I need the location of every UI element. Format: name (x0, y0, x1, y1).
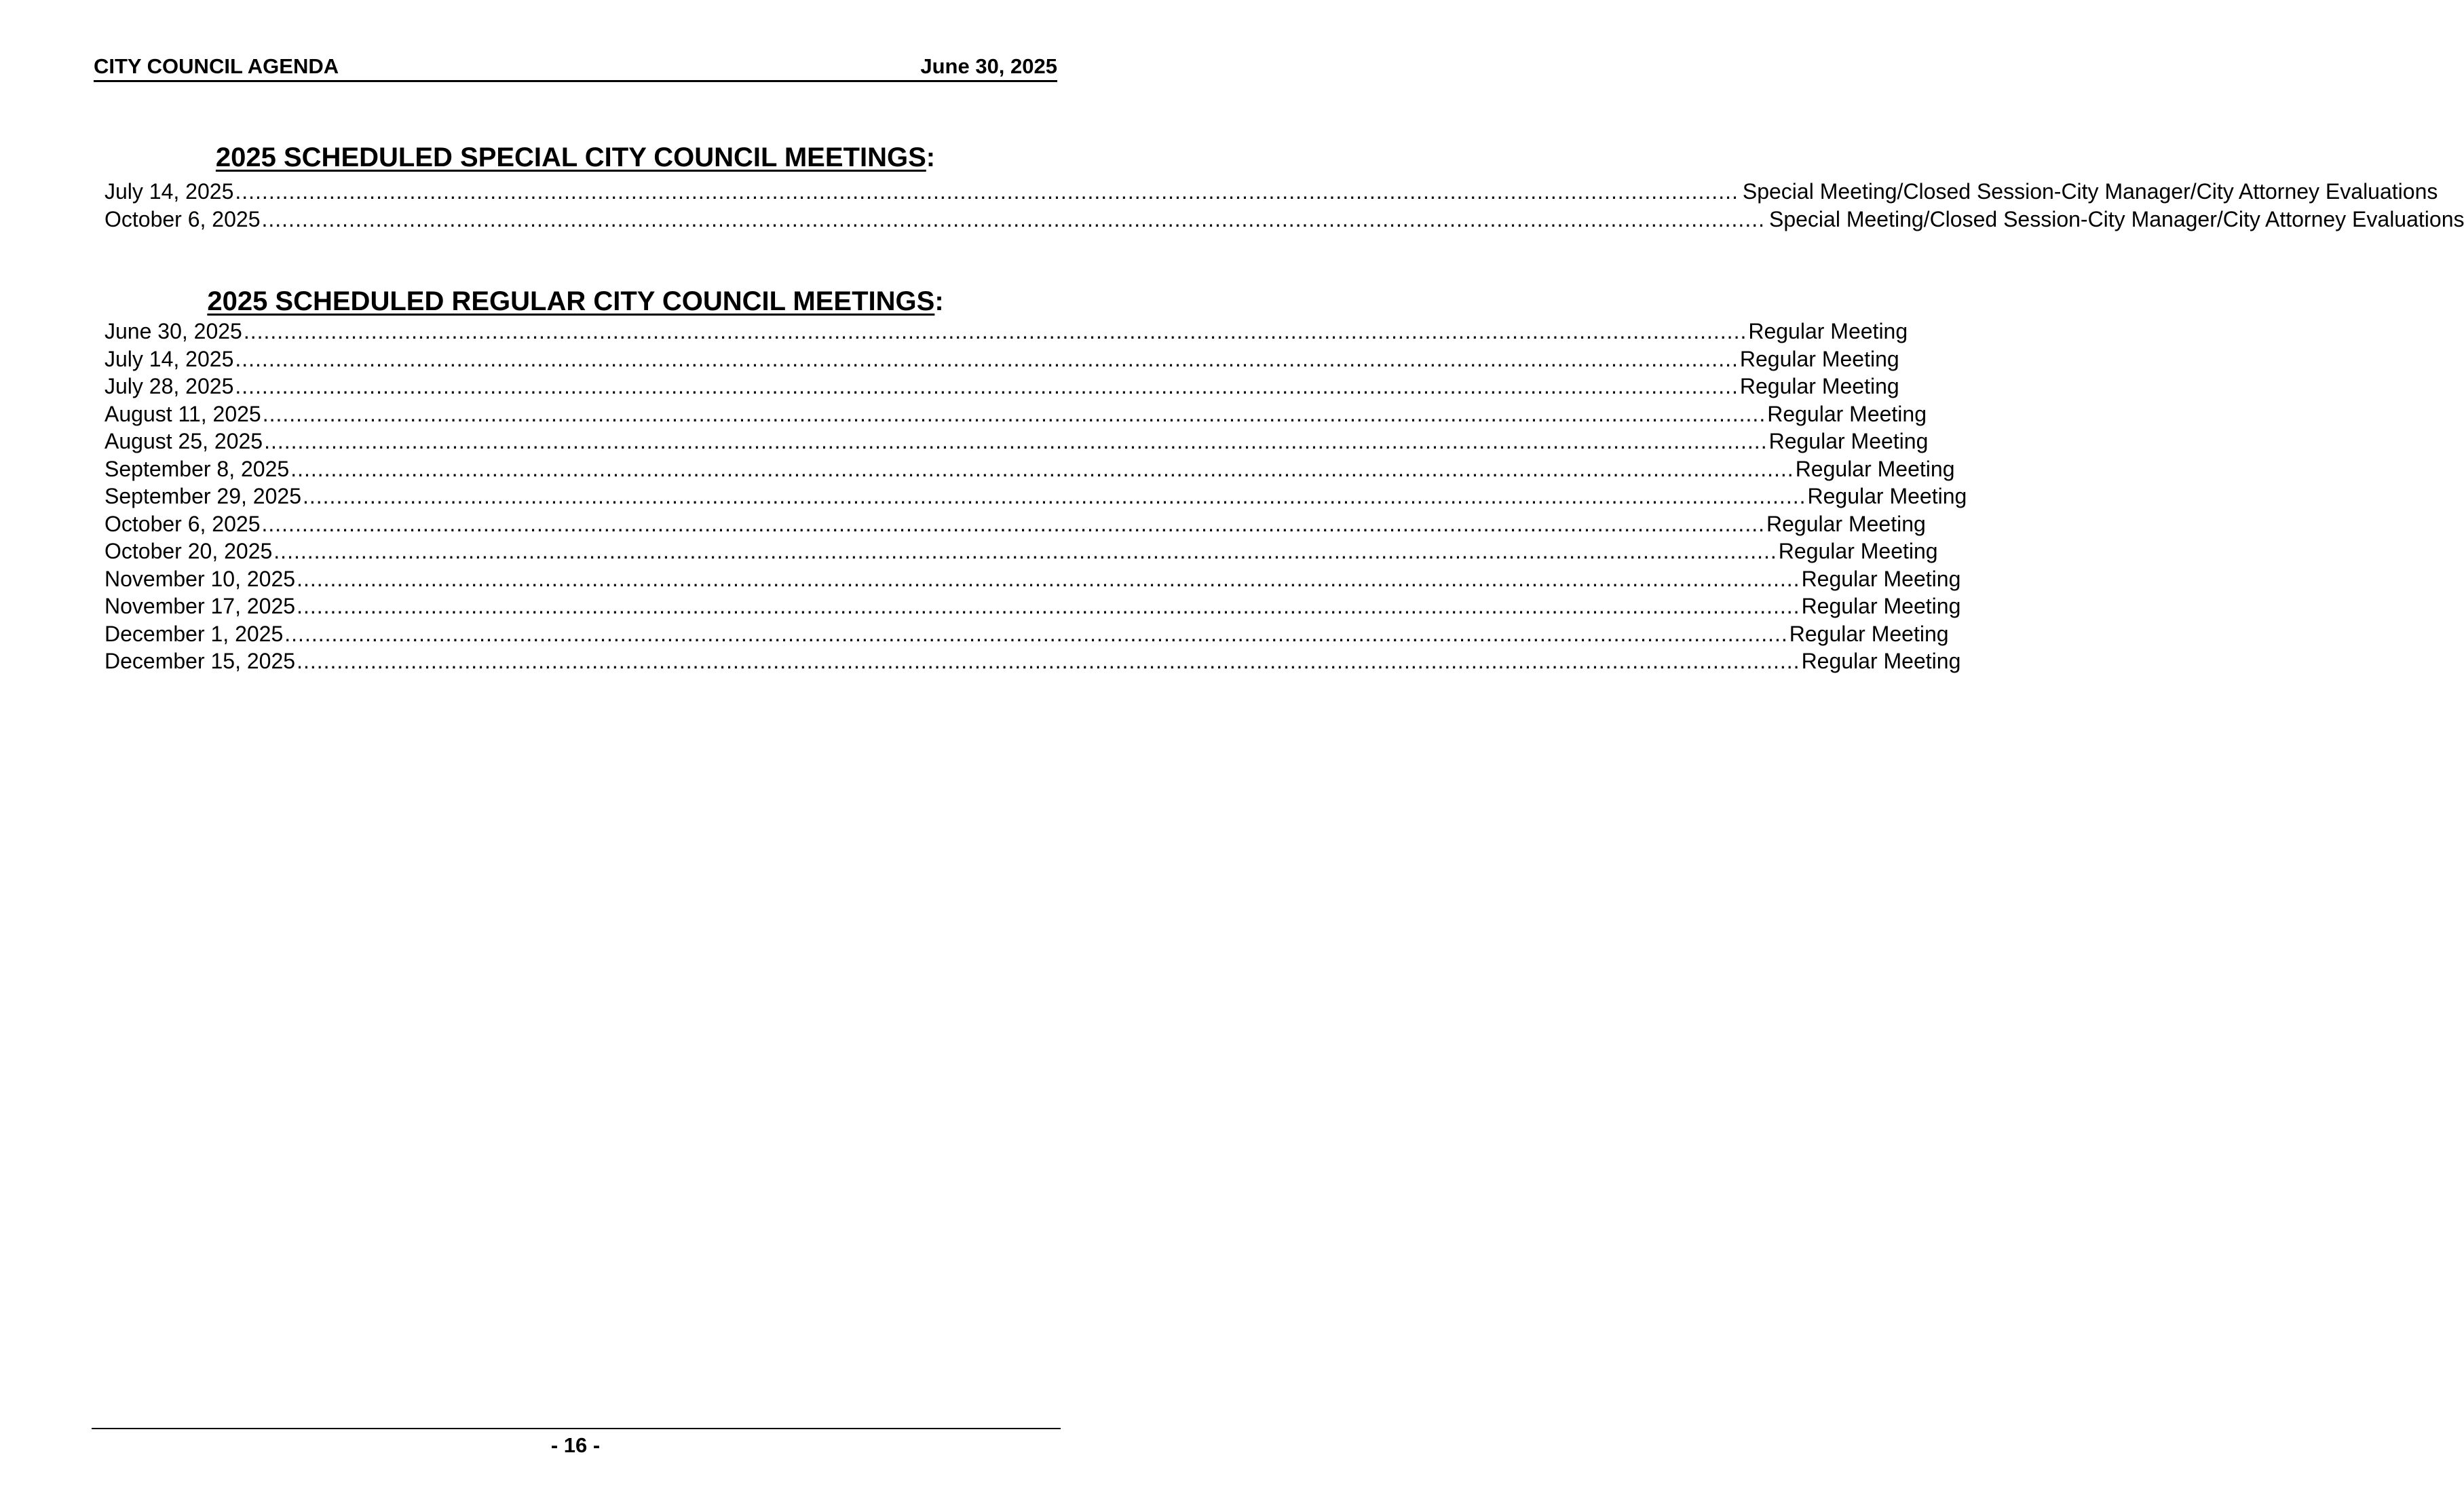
special-meetings-list (105, 178, 2464, 233)
meeting-description: Regular Meeting (1795, 456, 1955, 481)
dot-leader: ................................................................................................................................................................................................................................ (297, 566, 1800, 591)
regular-meeting-row (105, 565, 1961, 593)
meeting-date: December 1, 2025 (105, 621, 284, 646)
dot-leader: ................................................................................................................................................................................................................................ (302, 484, 1806, 508)
dot-leader: ................................................................................................................................................................................................................................ (284, 621, 1788, 646)
meeting-date: August 11, 2025 (105, 401, 261, 426)
footer-rule (92, 1428, 1061, 1429)
special-meeting-row (105, 178, 2438, 206)
regular-meeting-row (105, 455, 1955, 483)
meeting-date: July 28, 2025 (105, 374, 234, 398)
dot-leader: ................................................................................................................................................................................................................................ (262, 401, 1766, 426)
meeting-date: October 6, 2025 (105, 207, 261, 231)
regular-meeting-row (105, 592, 1961, 620)
regular-meeting-row (105, 537, 1938, 565)
dot-leader: ................................................................................................................................................................................................................................ (261, 511, 1765, 536)
meeting-date: September 8, 2025 (105, 456, 290, 481)
meeting-date: October 6, 2025 (105, 511, 261, 536)
regular-meetings-heading-text: 2025 SCHEDULED REGULAR CITY COUNCIL MEETINGS (207, 286, 935, 316)
special-meetings-heading-text: 2025 SCHEDULED SPECIAL CITY COUNCIL MEETINGS (215, 143, 926, 172)
regular-meeting-row (105, 373, 1899, 400)
meeting-date: October 20, 2025 (105, 539, 273, 563)
page-header (94, 53, 1057, 82)
meeting-date: August 25, 2025 (105, 429, 263, 453)
regular-meetings-list (105, 318, 1967, 675)
meeting-date: June 30, 2025 (105, 319, 242, 343)
page-number: - 16 - (550, 1433, 601, 1457)
dot-leader: ................................................................................................................................................................................................................................ (235, 346, 1739, 371)
dot-leader: ................................................................................................................................................................................................................................ (273, 539, 1777, 563)
regular-meeting-row (105, 428, 1929, 455)
regular-meeting-row (105, 400, 1927, 428)
meeting-description: Regular Meeting (1739, 346, 1899, 371)
meeting-description: Special Meeting/Closed Session-City Manager/City Attorney Evaluations (1768, 207, 2464, 231)
meeting-date: November 17, 2025 (105, 594, 296, 618)
meeting-date: December 15, 2025 (105, 649, 296, 673)
meeting-description: Regular Meeting (1766, 511, 1926, 536)
regular-meeting-row (105, 318, 1908, 345)
regular-meeting-row (105, 510, 1926, 538)
dot-leader: ................................................................................................................................................................................................................................ (235, 374, 1739, 398)
meeting-description: Regular Meeting (1801, 594, 1961, 618)
dot-leader: ................................................................................................................................................................................................................................ (235, 179, 1739, 204)
meeting-description: Regular Meeting (1789, 621, 1949, 646)
meeting-description: Regular Meeting (1739, 374, 1899, 398)
meeting-description: Regular Meeting (1807, 484, 1967, 508)
meeting-description: Regular Meeting (1768, 429, 1929, 453)
agenda-title: CITY COUNCIL AGENDA (94, 54, 339, 78)
meeting-date: July 14, 2025 (105, 346, 234, 371)
regular-meetings-heading-colon: : (934, 286, 944, 316)
special-meetings-heading-colon: : (926, 143, 936, 172)
dot-leader: ................................................................................................................................................................................................................................ (261, 207, 1765, 231)
regular-meetings-heading (94, 285, 1057, 318)
meeting-description: Regular Meeting (1748, 319, 1908, 343)
regular-meeting-row (105, 483, 1967, 510)
dot-leader: ................................................................................................................................................................................................................................ (264, 429, 1768, 453)
dot-leader: ................................................................................................................................................................................................................................ (290, 456, 1794, 481)
meeting-description: Regular Meeting (1801, 649, 1961, 673)
meeting-description: Regular Meeting (1801, 566, 1961, 591)
dot-leader: ................................................................................................................................................................................................................................ (297, 594, 1800, 618)
regular-meeting-row (105, 647, 1961, 675)
regular-meeting-row (105, 620, 1949, 648)
special-meeting-row (105, 206, 2464, 233)
agenda-date: June 30, 2025 (920, 54, 1057, 78)
meeting-description: Regular Meeting (1778, 539, 1938, 563)
meeting-date: September 29, 2025 (105, 484, 301, 508)
dot-leader: ................................................................................................................................................................................................................................ (297, 649, 1800, 673)
meeting-description: Regular Meeting (1767, 401, 1927, 426)
meeting-date: July 14, 2025 (105, 179, 234, 204)
dot-leader: ................................................................................................................................................................................................................................ (243, 319, 1747, 343)
meeting-date: November 10, 2025 (105, 566, 296, 591)
regular-meeting-row (105, 345, 1899, 373)
meeting-description: Special Meeting/Closed Session-City Manager/City Attorney Evaluations (1742, 179, 2438, 204)
special-meetings-heading (94, 141, 1057, 174)
